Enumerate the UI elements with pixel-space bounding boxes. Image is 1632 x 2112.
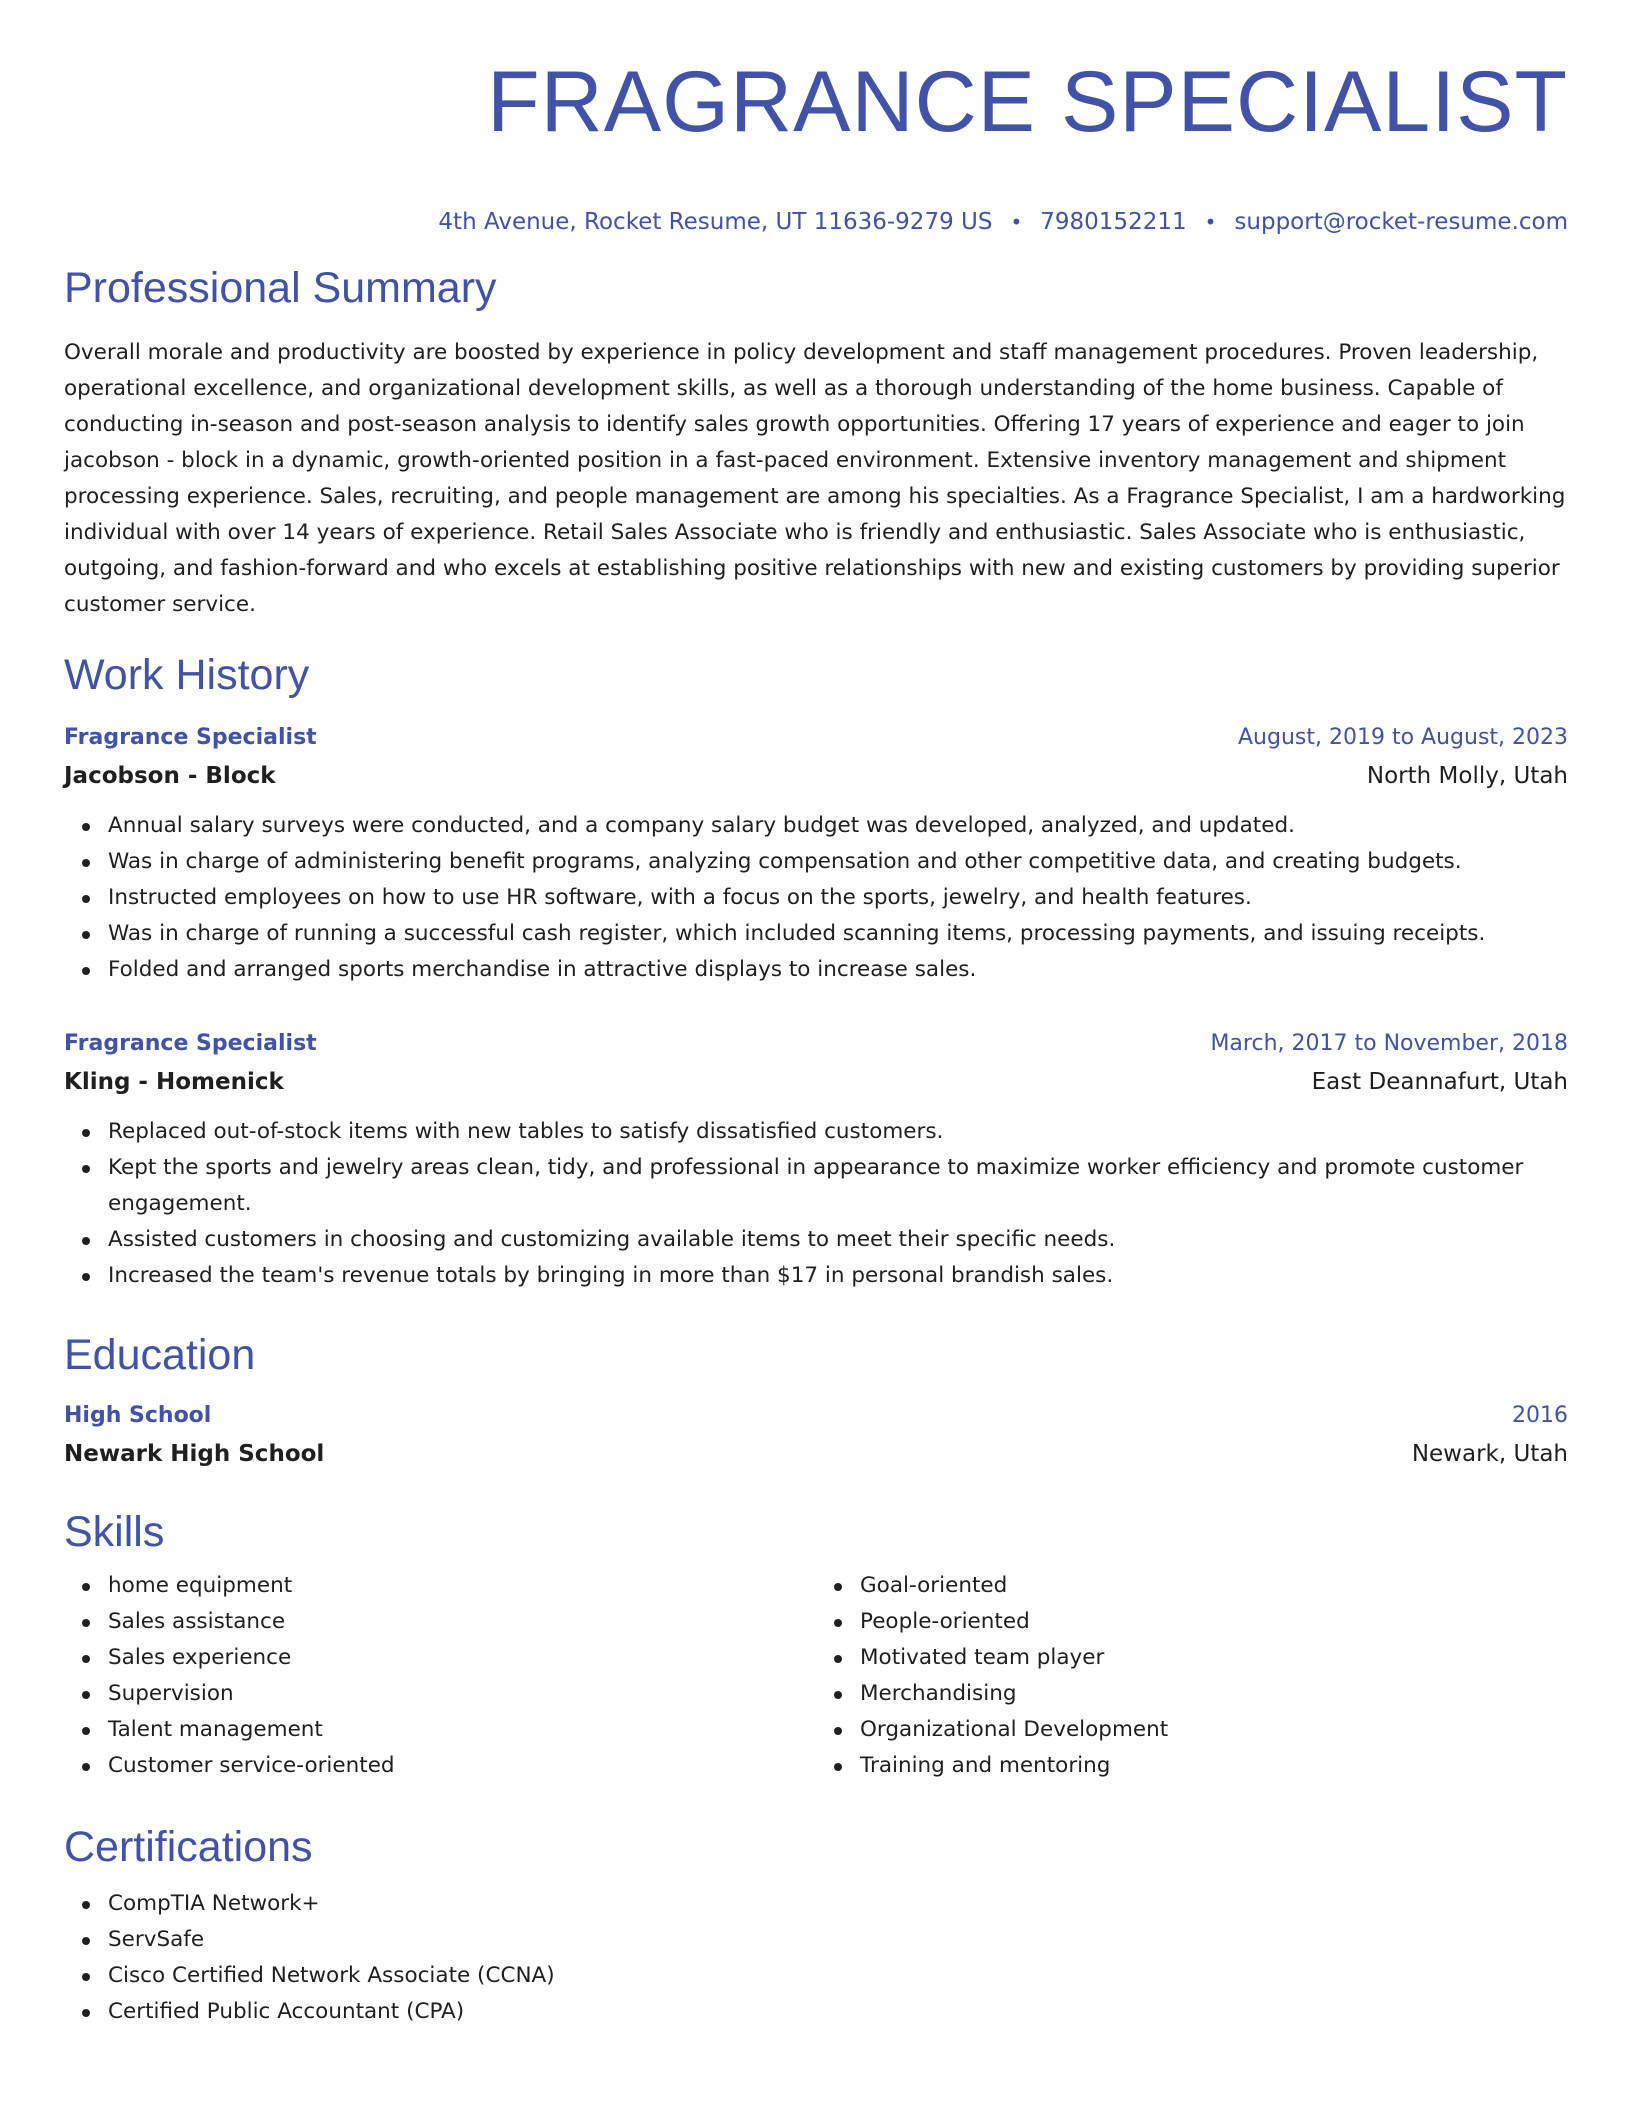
contact-line: [438, 206, 1568, 238]
summary-text: Overall morale and productivity are boosted by experience in policy development and staff management procedures. Proven leadership, operational excellence, and organizational development skills, as well as a thorough understanding of the home business. Capable of conducting in-season and post-season analysis to identify sales growth opportunities. Offering 17 years of experience and eager to join jacobson - block in a dynamic, growth-oriented position in a fast-paced environment. Extensive inventory management and shipment processing experience. Sales, recruiting, and people management are among his specialties. As a Fragrance Specialist, I am a hardworking individual with over 14 years of experience. Retail Sales Associate who is friendly and enthusiastic. Sales Associate who is enthusiastic, outgoing, and fashion-forward and who excels at establishing positive relationships with new and existing customers by providing superior customer service.: [64, 340, 1566, 617]
list-item: Customer service-oriented: [108, 1748, 816, 1784]
section-title-skills: Skills: [64, 1508, 165, 1556]
education-entry: [64, 1400, 1568, 1472]
list-item: CompTIA Network+: [108, 1886, 1568, 1922]
job-location: North Molly, Utah: [1366, 763, 1568, 789]
list-item: Kept the sports and jewelry areas clean, tidy, and professional in appearance to maximize worker efficiency and promote customer engagement.: [108, 1150, 1568, 1222]
job-role: Fragrance Specialist: [64, 1031, 317, 1056]
education-location: Newark, Utah: [1411, 1441, 1568, 1467]
education-year: 2016: [1512, 1403, 1568, 1428]
list-item: Merchandising: [860, 1676, 1568, 1712]
job-bullets: [64, 808, 1568, 988]
list-item: Training and mentoring: [860, 1748, 1568, 1784]
list-item: Increased the team's revenue totals by bringing in more than $17 in personal brandish sales.: [108, 1258, 1568, 1294]
certifications-list: [64, 1886, 1568, 2030]
education-degree: High School: [64, 1403, 212, 1428]
skills-list-right: [816, 1568, 1568, 1784]
job-location: East Deannafurt, Utah: [1311, 1069, 1568, 1095]
list-item: Goal-oriented: [860, 1568, 1568, 1604]
list-item: ServSafe: [108, 1922, 1568, 1958]
job-role: Fragrance Specialist: [64, 725, 317, 750]
list-item: Folded and arranged sports merchandise in attractive displays to increase sales.: [108, 952, 1568, 988]
skills-list-left: [64, 1568, 816, 1784]
job-header: [64, 1028, 1568, 1060]
list-item: Talent management: [108, 1712, 816, 1748]
job-subheader: [64, 1064, 1568, 1100]
education-header: [64, 1400, 1568, 1432]
section-title-work-history: Work History: [64, 651, 310, 699]
job-dates: March, 2017 to November, 2018: [1210, 1031, 1568, 1056]
list-item: Replaced out-of-stock items with new tables to satisfy dissatisfied customers.: [108, 1114, 1568, 1150]
list-item: Instructed employees on how to use HR software, with a focus on the sports, jewelry, and health features.: [108, 880, 1568, 916]
list-item: Sales assistance: [108, 1604, 816, 1640]
job-bullets: [64, 1114, 1568, 1294]
contact-address: 4th Avenue, Rocket Resume, UT 11636-9279 US: [438, 209, 993, 235]
list-item: Was in charge of administering benefit programs, analyzing compensation and other competitive data, and creating budgets.: [108, 844, 1568, 880]
job-company: Kling - Homenick: [64, 1069, 284, 1095]
list-item: Assisted customers in choosing and customizing available items to meet their specific needs.: [108, 1222, 1568, 1258]
contact-separator: •: [1010, 210, 1023, 234]
job-entry: [64, 1028, 1568, 1294]
list-item: Supervision: [108, 1676, 816, 1712]
job-company: Jacobson - Block: [64, 763, 276, 789]
list-item: home equipment: [108, 1568, 816, 1604]
list-item: People-oriented: [860, 1604, 1568, 1640]
list-item: Was in charge of running a successful cash register, which included scanning items, processing payments, and issuing receipts.: [108, 916, 1568, 952]
list-item: Sales experience: [108, 1640, 816, 1676]
section-title-summary: Professional Summary: [64, 264, 497, 312]
job-header: [64, 722, 1568, 754]
contact-email: support@rocket-resume.com: [1234, 209, 1568, 235]
contact-separator: •: [1204, 210, 1217, 234]
section-title-certifications: Certifications: [64, 1823, 313, 1871]
job-dates: August, 2019 to August, 2023: [1238, 725, 1568, 750]
contact-phone: 7980152211: [1040, 209, 1187, 235]
list-item: Motivated team player: [860, 1640, 1568, 1676]
job-entry: [64, 722, 1568, 988]
resume-name-title: FRAGRANCE SPECIALIST: [487, 54, 1568, 150]
skills-columns: [64, 1568, 1568, 1784]
education-school: Newark High School: [64, 1441, 325, 1467]
list-item: Certified Public Accountant (CPA): [108, 1994, 1568, 2030]
list-item: Cisco Certified Network Associate (CCNA): [108, 1958, 1568, 1994]
education-subheader: [64, 1436, 1568, 1472]
section-title-education: Education: [64, 1331, 256, 1379]
certifications-bullets: [64, 1886, 1568, 2030]
list-item: Organizational Development: [860, 1712, 1568, 1748]
list-item: Annual salary surveys were conducted, and a company salary budget was developed, analyzed, and updated.: [108, 808, 1568, 844]
job-subheader: [64, 758, 1568, 794]
